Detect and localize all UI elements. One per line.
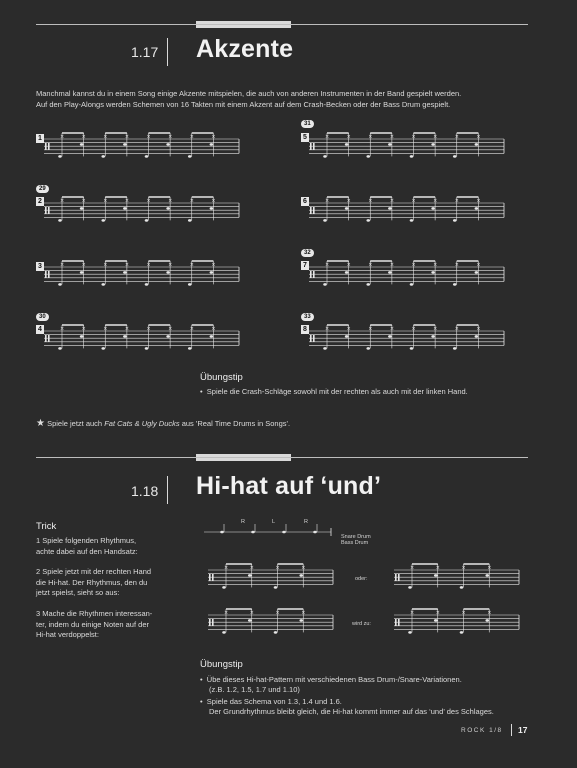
drum-staff bbox=[36, 317, 241, 357]
tip-item: • Spiele die Crash-Schläge sowohl mit der rechten als auch mit der linken Hand. bbox=[200, 387, 468, 396]
snare-note bbox=[210, 143, 214, 146]
clef-mark bbox=[310, 143, 312, 150]
clef-mark bbox=[310, 207, 312, 214]
clef-mark bbox=[313, 271, 315, 278]
clef-mark bbox=[398, 574, 400, 581]
bass-drum-note bbox=[453, 219, 457, 222]
bass-drum-note bbox=[58, 155, 62, 158]
hihat-note: × bbox=[476, 262, 481, 268]
snare-note bbox=[166, 335, 170, 338]
bass-drum-note bbox=[453, 347, 457, 350]
snare-note bbox=[166, 207, 170, 210]
hihat-note: × bbox=[410, 610, 415, 616]
clef-mark bbox=[45, 335, 47, 342]
bass-drum-note bbox=[366, 219, 370, 222]
star-note bbox=[36, 419, 290, 429]
snare-note bbox=[388, 143, 392, 146]
clef-mark bbox=[395, 619, 397, 626]
hihat-note: × bbox=[81, 326, 86, 332]
track-badge: 32 bbox=[301, 249, 314, 257]
percussion-line bbox=[200, 522, 335, 542]
book-title: ROCK 1/8 bbox=[461, 727, 503, 734]
step-line: ter, indem du einige Noten auf der bbox=[36, 619, 149, 629]
step-text bbox=[36, 609, 152, 641]
bass-drum-note bbox=[274, 631, 278, 634]
section-rule bbox=[36, 457, 528, 458]
bass-drum-note bbox=[410, 155, 414, 158]
bass-drum-note bbox=[101, 283, 105, 286]
hihat-note: × bbox=[435, 565, 440, 571]
hihat-note: × bbox=[168, 262, 173, 268]
hihat-note: × bbox=[433, 134, 438, 140]
step-text bbox=[36, 567, 151, 599]
snare-note bbox=[299, 619, 303, 622]
hihat-note: × bbox=[325, 262, 330, 268]
step-line: achte dabei auf den Handsatz: bbox=[36, 546, 138, 556]
clef-mark bbox=[45, 143, 47, 150]
track-badge: 31 bbox=[301, 120, 314, 128]
snare-note bbox=[345, 335, 349, 338]
hihat-note: × bbox=[346, 262, 351, 268]
hihat-note: × bbox=[411, 134, 416, 140]
section-divider bbox=[167, 38, 168, 66]
bass-drum-note bbox=[408, 586, 412, 589]
snare-note bbox=[299, 574, 303, 577]
snare-note bbox=[434, 574, 438, 577]
bass-drum-note bbox=[410, 283, 414, 286]
hihat-note: × bbox=[60, 134, 65, 140]
hihat-note: × bbox=[249, 565, 254, 571]
snare-note bbox=[80, 143, 84, 146]
hihat-note: × bbox=[346, 198, 351, 204]
drum-staff bbox=[200, 556, 335, 596]
hihat-note: × bbox=[81, 198, 86, 204]
star-note-title: Fat Cats & Ugly Ducks bbox=[104, 419, 180, 428]
hihat-note: × bbox=[454, 262, 459, 268]
drum-staff bbox=[301, 253, 506, 293]
clef-mark bbox=[313, 207, 315, 214]
hihat-note: × bbox=[211, 198, 216, 204]
bass-drum-note bbox=[410, 219, 414, 222]
hihat-note: × bbox=[461, 565, 466, 571]
clef-mark bbox=[48, 143, 50, 150]
star-note-suffix: aus 'Real Time Drums in Songs'. bbox=[179, 419, 291, 428]
bass-drum-note bbox=[323, 283, 327, 286]
clef-mark bbox=[48, 335, 50, 342]
hihat-note: × bbox=[433, 326, 438, 332]
snare-note bbox=[345, 271, 349, 274]
bass-drum-note bbox=[366, 347, 370, 350]
hihat-note: × bbox=[103, 326, 108, 332]
snare-note bbox=[434, 619, 438, 622]
snare-note bbox=[123, 271, 127, 274]
snare-note bbox=[166, 143, 170, 146]
hihat-note: × bbox=[368, 326, 373, 332]
section-number: 1.17 bbox=[131, 44, 159, 60]
hihat-note: × bbox=[433, 262, 438, 268]
drum-staff bbox=[386, 556, 521, 596]
hihat-note: × bbox=[275, 565, 280, 571]
step-line: 2 Spiele jetzt mit der rechten Hand bbox=[36, 567, 152, 576]
snare-note bbox=[80, 271, 84, 274]
snare-note bbox=[388, 271, 392, 274]
hihat-note: × bbox=[368, 134, 373, 140]
bass-drum-note bbox=[274, 586, 278, 589]
hihat-note: × bbox=[60, 262, 65, 268]
snare-note bbox=[475, 207, 479, 210]
exercise-number: 7 bbox=[301, 261, 309, 270]
bass-drum-note bbox=[408, 631, 412, 634]
hihat-note: × bbox=[224, 610, 229, 616]
exercise-number: 5 bbox=[301, 133, 309, 142]
sticking-label: L bbox=[272, 519, 276, 525]
clef-mark bbox=[310, 335, 312, 342]
hihat-note: × bbox=[189, 198, 194, 204]
drum-staff bbox=[36, 125, 241, 165]
clef-mark bbox=[398, 619, 400, 626]
hihat-note: × bbox=[301, 565, 306, 571]
snare-note bbox=[431, 143, 435, 146]
hihat-note: × bbox=[433, 198, 438, 204]
hihat-note: × bbox=[124, 326, 130, 332]
step-line: jetzt spielst, sieht so aus: bbox=[36, 588, 120, 597]
hihat-note: × bbox=[211, 262, 216, 268]
drum-staff bbox=[200, 601, 335, 641]
hihat-note: × bbox=[103, 262, 108, 268]
tip-item: • Spiele das Schema von 1.3, 1.4 und 1.6. Der Grundrhythmus bleibt gleich, die Hi-hat kommt immer auf das ‘und’ des Schlages. bbox=[200, 697, 494, 716]
bass-drum-note bbox=[101, 219, 105, 222]
snare-note bbox=[251, 531, 255, 534]
snare-note bbox=[248, 574, 252, 577]
exercise-number: 1 bbox=[36, 134, 44, 143]
clef-mark bbox=[395, 574, 397, 581]
footer-divider bbox=[511, 724, 512, 736]
step-line: die Hi-hat. Der Rhythmus, den du bbox=[36, 577, 148, 587]
bass-drum-note bbox=[101, 155, 105, 158]
star-note-prefix: Spiele jetzt auch bbox=[47, 419, 105, 428]
snare-note bbox=[431, 335, 435, 338]
snare-note bbox=[485, 574, 489, 577]
hihat-note: × bbox=[411, 198, 416, 204]
hihat-note: × bbox=[389, 262, 395, 268]
clef-mark bbox=[209, 574, 211, 581]
clef-mark bbox=[313, 335, 315, 342]
bass-drum-note bbox=[460, 631, 464, 634]
hihat-note: × bbox=[346, 134, 351, 140]
hihat-note: × bbox=[411, 326, 416, 332]
hihat-note: × bbox=[476, 198, 481, 204]
snare-note bbox=[475, 143, 479, 146]
page-number: 17 bbox=[518, 725, 528, 735]
hihat-note: × bbox=[368, 262, 373, 268]
sticking-label: R bbox=[241, 519, 245, 525]
section-title: Hi-hat auf ‘und’ bbox=[196, 472, 382, 500]
hihat-note: × bbox=[60, 326, 65, 332]
drum-staff bbox=[386, 601, 521, 641]
step-line: 1 Spiele folgenden Rhythmus, bbox=[36, 536, 137, 545]
hihat-note: × bbox=[146, 326, 151, 332]
hihat-note: × bbox=[454, 326, 459, 332]
snare-note bbox=[210, 335, 214, 338]
hihat-note: × bbox=[189, 326, 194, 332]
snare-note bbox=[80, 207, 84, 210]
hihat-note: × bbox=[81, 134, 86, 140]
snare-note bbox=[248, 619, 252, 622]
clef-mark bbox=[310, 271, 312, 278]
clef-mark bbox=[45, 271, 47, 278]
snare-note bbox=[210, 207, 214, 210]
hihat-note: × bbox=[325, 134, 330, 140]
tip-item-text: Übe dieses Hi-hat-Pattern mit verschiedenen Bass Drum-/Snare-Variationen. bbox=[206, 675, 462, 684]
clef-mark bbox=[48, 271, 50, 278]
bass-drum-note bbox=[323, 155, 327, 158]
hihat-note: × bbox=[454, 134, 459, 140]
hihat-note: × bbox=[368, 198, 373, 204]
exercise-number: 2 bbox=[36, 197, 44, 206]
hihat-note: × bbox=[146, 198, 151, 204]
drum-staff bbox=[301, 189, 506, 229]
snare-note bbox=[388, 335, 392, 338]
bass-drum-note bbox=[188, 219, 192, 222]
intro-line: Auf den Play-Alongs werden Schemen von 16 Takten mit einem Akzent auf dem Crash-Becken oder der Bass Drum gespielt. bbox=[36, 100, 451, 109]
hihat-note: × bbox=[389, 198, 395, 204]
clef-mark bbox=[212, 619, 214, 626]
tip-item-text: Spiele die Crash-Schläge sowohl mit der rechten als auch mit der linken Hand. bbox=[206, 387, 468, 396]
snare-note bbox=[431, 207, 435, 210]
snare-note bbox=[345, 143, 349, 146]
drum-staff bbox=[301, 317, 506, 357]
hihat-note: × bbox=[249, 610, 254, 616]
snare-note bbox=[80, 335, 84, 338]
snare-note bbox=[475, 271, 479, 274]
wird-zu-label: wird zu: bbox=[352, 621, 371, 627]
clef-mark bbox=[313, 143, 315, 150]
hihat-note: × bbox=[168, 198, 173, 204]
hihat-note: × bbox=[211, 326, 216, 332]
hihat-note: × bbox=[60, 198, 65, 204]
hihat-note: × bbox=[476, 134, 481, 140]
hihat-note: × bbox=[487, 610, 492, 616]
hihat-note: × bbox=[146, 134, 151, 140]
tip-title: Übungstip bbox=[200, 659, 243, 670]
bass-drum-note bbox=[453, 155, 457, 158]
clef-mark bbox=[212, 574, 214, 581]
exercise-number: 4 bbox=[36, 325, 44, 334]
bass-drum-note bbox=[222, 586, 226, 589]
intro-text bbox=[36, 88, 536, 110]
hihat-note: × bbox=[389, 326, 395, 332]
track-badge: 29 bbox=[36, 185, 49, 193]
snare-note bbox=[475, 335, 479, 338]
hihat-note: × bbox=[81, 262, 86, 268]
snare-note bbox=[388, 207, 392, 210]
bass-drum-note bbox=[222, 631, 226, 634]
snare-note bbox=[123, 207, 127, 210]
bass-drum-note bbox=[101, 347, 105, 350]
section-number: 1.18 bbox=[131, 483, 159, 499]
track-badge: 30 bbox=[36, 313, 49, 321]
drum-staff bbox=[36, 189, 241, 229]
bass-drum-note bbox=[145, 283, 149, 286]
snare-note bbox=[313, 531, 317, 534]
step-text bbox=[36, 536, 138, 557]
exercise-number: 3 bbox=[36, 262, 44, 271]
legend-label: Bass Drum bbox=[341, 540, 369, 546]
hihat-note: × bbox=[325, 326, 330, 332]
hihat-note: × bbox=[389, 134, 395, 140]
drum-staff bbox=[36, 253, 241, 293]
snare-note bbox=[282, 531, 286, 534]
hihat-note: × bbox=[103, 198, 108, 204]
section-rule bbox=[36, 24, 528, 25]
bass-drum-note bbox=[188, 155, 192, 158]
snare-note bbox=[210, 271, 214, 274]
hihat-note: × bbox=[103, 134, 108, 140]
snare-note bbox=[123, 143, 127, 146]
bass-drum-note bbox=[58, 219, 62, 222]
tip-item-text: Der Grundrhythmus bleibt gleich, die Hi-hat kommt immer auf das ‘und’ des Schlages. bbox=[209, 707, 494, 716]
hihat-note: × bbox=[435, 610, 440, 616]
legend-label: Snare Drum bbox=[341, 534, 371, 540]
snare-note bbox=[166, 271, 170, 274]
bass-drum-note bbox=[58, 283, 62, 286]
hihat-note: × bbox=[168, 326, 173, 332]
hihat-note: × bbox=[301, 610, 306, 616]
drum-staff bbox=[301, 125, 506, 165]
step-line: Hi-hat verdoppelst: bbox=[36, 630, 99, 639]
bass-drum-note bbox=[453, 283, 457, 286]
bass-drum-note bbox=[460, 586, 464, 589]
hihat-note: × bbox=[124, 262, 130, 268]
tip-item-text: (z.B. 1.2, 1.5, 1.7 und 1.10) bbox=[209, 685, 300, 694]
hihat-note: × bbox=[275, 610, 280, 616]
bass-drum-note bbox=[145, 347, 149, 350]
section-divider bbox=[167, 476, 168, 504]
hihat-note: × bbox=[189, 262, 194, 268]
hihat-note: × bbox=[487, 565, 492, 571]
tip-item-text: Spiele das Schema von 1.3, 1.4 und 1.6. bbox=[206, 697, 342, 706]
track-badge: 33 bbox=[301, 313, 314, 321]
exercise-number: 8 bbox=[301, 325, 309, 334]
bass-drum-note bbox=[323, 219, 327, 222]
hihat-note: × bbox=[224, 565, 229, 571]
trick-title: Trick bbox=[36, 521, 57, 532]
bass-drum-note bbox=[188, 283, 192, 286]
snare-note bbox=[431, 271, 435, 274]
oder-label: oder: bbox=[355, 576, 368, 582]
hihat-note: × bbox=[124, 198, 130, 204]
snare-note bbox=[345, 207, 349, 210]
hihat-note: × bbox=[211, 134, 216, 140]
hihat-note: × bbox=[325, 198, 330, 204]
hihat-note: × bbox=[189, 134, 194, 140]
snare-note bbox=[220, 531, 224, 534]
hihat-note: × bbox=[146, 262, 151, 268]
hihat-note: × bbox=[454, 198, 459, 204]
hihat-note: × bbox=[411, 262, 416, 268]
bass-drum-note bbox=[366, 283, 370, 286]
hihat-note: × bbox=[124, 134, 130, 140]
bass-drum-note bbox=[188, 347, 192, 350]
hihat-note: × bbox=[461, 610, 466, 616]
clef-mark bbox=[209, 619, 211, 626]
step-line: 3 Mache die Rhythmen interessan- bbox=[36, 609, 153, 618]
tip-item: • Übe dieses Hi-hat-Pattern mit verschiedenen Bass Drum-/Snare-Variationen. (z.B. 1.2, 1.5, 1.7 und 1.10) bbox=[200, 675, 462, 694]
clef-mark bbox=[45, 207, 47, 214]
hihat-note: × bbox=[476, 326, 481, 332]
bass-drum-note bbox=[410, 347, 414, 350]
bass-drum-note bbox=[366, 155, 370, 158]
bass-drum-note bbox=[58, 347, 62, 350]
hihat-note: × bbox=[346, 326, 351, 332]
sticking-label: R bbox=[304, 519, 308, 525]
bass-drum-note bbox=[145, 219, 149, 222]
hihat-note: × bbox=[168, 134, 173, 140]
bass-drum-note bbox=[323, 347, 327, 350]
bass-drum-note bbox=[145, 155, 149, 158]
snare-note bbox=[123, 335, 127, 338]
clef-mark bbox=[48, 207, 50, 214]
exercise-number: 6 bbox=[301, 197, 309, 206]
snare-note bbox=[485, 619, 489, 622]
star-icon: ★ bbox=[36, 418, 45, 429]
intro-line: Manchmal kannst du in einem Song einige Akzente mitspielen, die auch von anderen Instrumenten in der Band gespielt werden. bbox=[36, 89, 462, 98]
section-title: Akzente bbox=[196, 35, 294, 63]
hihat-note: × bbox=[410, 565, 415, 571]
tip-title: Übungstip bbox=[200, 372, 243, 383]
